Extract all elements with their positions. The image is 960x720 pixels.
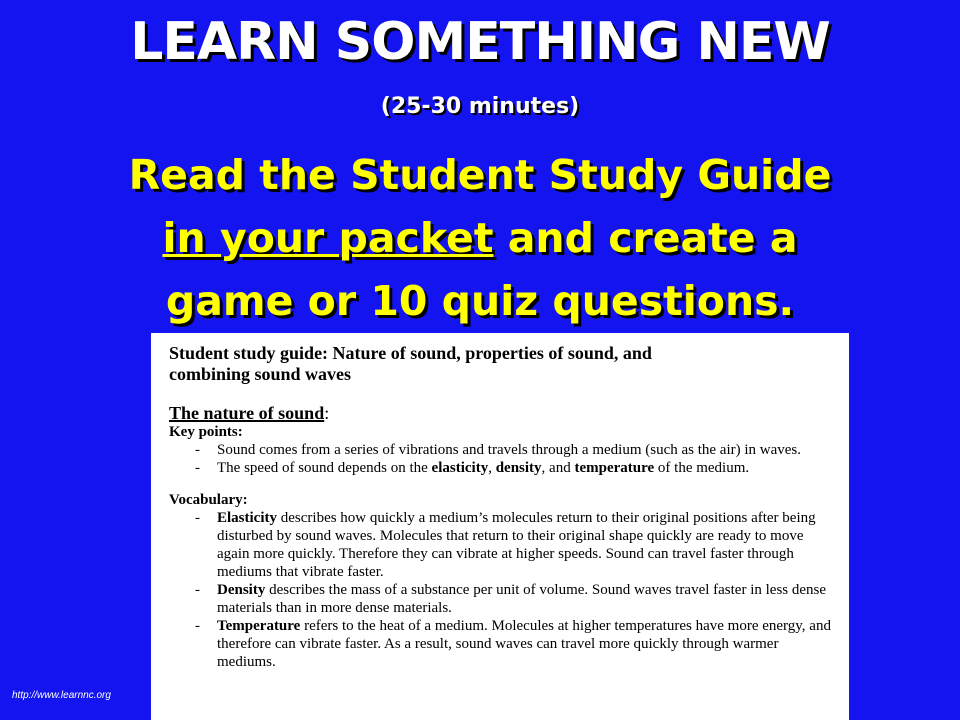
key-point-item (169, 441, 841, 459)
item-text: The speed of sound depends on the (217, 460, 432, 476)
bold-term: Density (217, 582, 266, 598)
vocabulary-item (169, 617, 841, 671)
instruction-line-3: game or 10 quiz questions. (165, 277, 795, 325)
slide-title: LEARN SOMETHING NEW (130, 12, 830, 72)
bold-term: density (495, 460, 542, 476)
item-text: of the medium. (654, 460, 750, 476)
document-title-line-1: Student study guide: Nature of sound, properties of sound, and (169, 343, 652, 363)
instruction-underlined-phrase: in your packet (162, 214, 494, 262)
instruction-line-1: Read the Student Study Guide (128, 151, 832, 199)
item-text: describes the mass of a substance per unit of volume. Sound waves travel faster in less dense materials than in more dense materials. (217, 582, 827, 616)
vocabulary-label: Vocabulary: (169, 492, 248, 508)
item-text: Sound comes from a series of vibrations and travels through a medium (such as the air) in waves. (217, 442, 802, 458)
bold-term: Elasticity (217, 510, 277, 526)
key-points-list (169, 441, 841, 477)
document-title-line-2: combining sound waves (169, 364, 352, 384)
item-text: , and (541, 460, 575, 476)
bold-term: Temperature (217, 618, 301, 634)
list-dash: - (195, 582, 200, 598)
list-dash: - (195, 460, 200, 476)
key-point-item (169, 459, 841, 477)
vocabulary-item (169, 509, 841, 581)
vocabulary-list (169, 509, 841, 671)
item-text: , (488, 460, 496, 476)
document-title (169, 343, 841, 385)
list-dash: - (195, 510, 200, 526)
bold-term: elasticity (431, 460, 489, 476)
item-text: describes how quickly a medium’s molecules return to their original positions after being disturbed by sound waves. Molecules that return to their original shape quickly are ready to move again more quickly. Therefore they can vibrate at higher speeds. Sound can travel faster through mediums that vibrate faster. (217, 510, 816, 580)
bold-term: temperature (574, 460, 655, 476)
key-points-label: Key points: (169, 424, 243, 440)
study-guide-document (151, 333, 849, 720)
instruction-line-2 (0, 207, 960, 270)
instruction-line-2-rest: and create a (493, 214, 798, 262)
section-heading-text: The nature of sound (169, 403, 325, 423)
section-heading-colon: : (324, 403, 330, 423)
section-heading (169, 403, 841, 423)
vocabulary-item (169, 581, 841, 617)
list-dash: - (195, 442, 200, 458)
item-text: refers to the heat of a medium. Molecules at higher temperatures have more energy, and therefore can vibrate faster. As a result, sound waves can travel more quickly through warmer mediums. (217, 618, 831, 670)
instruction-text (0, 144, 960, 333)
slide-subtitle: (25-30 minutes) (380, 94, 580, 119)
source-url[interactable]: http://www.learnnc.org (12, 690, 111, 701)
list-dash: - (195, 618, 200, 634)
